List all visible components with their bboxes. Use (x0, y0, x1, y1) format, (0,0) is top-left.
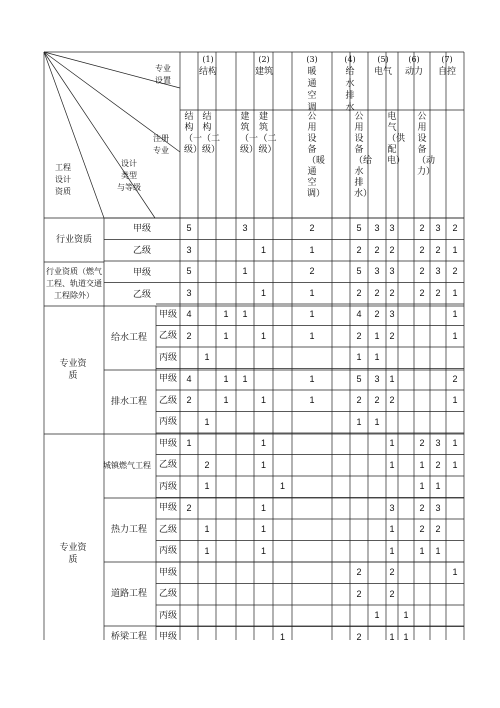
grade-label-4: 甲级 (158, 309, 177, 320)
subcol-header-6: 公用设备（暖通空调） (307, 112, 326, 199)
table-cell: 2 (435, 287, 441, 298)
subcol-header-1: 结构（二级） (202, 112, 221, 155)
group-name: 结构 (198, 67, 217, 77)
table-cell: 1 (260, 502, 266, 513)
label-zhuanye-zizhi-2: 专业资质 (59, 543, 87, 565)
group-number: (6) (408, 55, 420, 64)
table-cell: 2 (356, 395, 362, 405)
label-hangye-zizhi-2: 行业资质（燃气工程、轨道交通工程除外） (46, 267, 102, 300)
table-cell: 2 (389, 588, 395, 599)
table-cell: 1 (389, 631, 395, 642)
grade-hangye-jia-1: 甲级 (132, 224, 151, 234)
table-cell: 2 (309, 266, 315, 276)
table-cell: 1 (389, 524, 395, 534)
group-header-1 (180, 54, 236, 108)
grade-label-15: 丙级 (158, 546, 177, 556)
grade-label-6: 丙级 (158, 352, 177, 363)
grade-hangye-yi-1: 乙级 (132, 246, 151, 256)
table-cell: 1 (435, 481, 441, 491)
grade-label-14: 乙级 (158, 524, 177, 535)
group-name: 动力 (404, 67, 423, 77)
group-header-5 (368, 54, 398, 108)
group-number: (4) (344, 55, 356, 64)
header-zhuce-zhuanye: 注册 专业 (153, 134, 169, 155)
table-cell: 5 (186, 223, 192, 233)
table-cell: 1 (452, 438, 458, 448)
table-cell: 2 (309, 223, 315, 233)
subcol-header-12: 公用设备（动力） (417, 112, 436, 177)
table-cell: 1 (389, 545, 395, 556)
grade-label-19: 甲级 (158, 632, 177, 642)
table-cell: 1 (419, 545, 425, 556)
grade-label-13: 甲级 (158, 503, 177, 513)
table-cell: 2 (435, 244, 441, 255)
label-reli: 热力工程 (110, 525, 147, 535)
subcol-header-3: 建筑（一级） (240, 112, 259, 155)
label-pai-shui: 排水工程 (110, 397, 147, 407)
group-number: (2) (258, 55, 270, 64)
table-cell: 2 (356, 287, 362, 298)
table-cell: 2 (374, 287, 380, 298)
table-cell: 2 (186, 502, 192, 513)
group-number: (5) (377, 55, 389, 64)
group-header-2 (236, 54, 292, 108)
group-name: 建筑 (254, 67, 273, 77)
table-cell: 1 (309, 287, 315, 298)
group-number: (1) (202, 55, 214, 64)
label-hangye-zizhi: 行业资质 (55, 235, 92, 245)
table-cell: 1 (223, 330, 229, 341)
table-cell: 1 (260, 395, 266, 405)
table-cell: 1 (204, 481, 210, 491)
table-cell: 3 (435, 438, 441, 448)
table-cell: 2 (419, 223, 425, 233)
table-cell: 2 (374, 309, 380, 319)
table-cell: 1 (309, 330, 315, 341)
group-number: (3) (306, 55, 318, 64)
grade-label-16: 甲级 (158, 567, 177, 578)
table-cell: 2 (389, 567, 395, 577)
table-cell: 1 (389, 459, 395, 470)
grade-label-7: 甲级 (158, 374, 177, 384)
table-cell: 1 (374, 330, 380, 341)
table-cell: 2 (186, 330, 192, 341)
table-cell: 3 (389, 266, 395, 276)
table-cell: 2 (389, 395, 395, 405)
grade-hangye-jia-2: 甲级 (132, 268, 151, 278)
table-cell: 1 (260, 287, 266, 298)
group-name: 自控 (437, 67, 456, 77)
table-cell: 2 (452, 373, 458, 384)
group-number: (7) (441, 55, 453, 64)
table-cell: 1 (223, 373, 229, 384)
table-cell: 1 (452, 309, 458, 319)
table-cell: 2 (435, 459, 441, 470)
table-cell: 1 (452, 330, 458, 341)
grade-label-5: 乙级 (158, 331, 177, 341)
table-cell: 2 (435, 524, 441, 534)
table-cell: 1 (403, 610, 409, 620)
grade-label-12: 丙级 (158, 481, 177, 492)
group-header-3 (292, 54, 332, 113)
group-name: 给水排水 (345, 67, 355, 113)
table-cell: 2 (374, 244, 380, 255)
group-header-6 (398, 54, 430, 108)
table-cell: 1 (309, 373, 315, 384)
table-cell: 2 (452, 266, 458, 276)
table-cell: 2 (419, 266, 425, 276)
table-cell: 1 (452, 459, 458, 470)
table-cell: 1 (279, 631, 285, 642)
table-cell: 2 (419, 438, 425, 448)
table-cell: 3 (374, 223, 380, 233)
table-cell: 1 (260, 545, 266, 556)
table-cell: 1 (389, 373, 395, 384)
table-cell: 1 (223, 395, 229, 405)
table-cell: 1 (374, 416, 380, 427)
table-cell: 3 (242, 223, 248, 233)
table-cell: 2 (204, 459, 210, 470)
label-ranqi: 城镇燃气工程 (103, 461, 151, 470)
table-cell: 2 (419, 244, 425, 255)
table-cell: 3 (435, 502, 441, 513)
table-cell: 2 (356, 631, 362, 642)
grade-label-18: 丙级 (158, 610, 177, 621)
table-cell: 4 (186, 309, 192, 319)
subcol-header-8: 公用设备（给水排水） (354, 112, 373, 199)
grade-label-10: 甲级 (158, 438, 177, 449)
header-sheji-leixing: 设计 类型 与等级 (117, 159, 141, 192)
table-cell: 1 (260, 244, 266, 255)
table-cell: 1 (309, 244, 315, 255)
table-cell: 3 (389, 223, 395, 233)
table-cell: 1 (204, 524, 210, 534)
table-cell: 1 (389, 438, 395, 448)
table-cell: 5 (356, 266, 362, 276)
subcol-header-0: 结构（一级） (184, 112, 203, 155)
table-cell: 1 (204, 352, 210, 362)
label-qiaoliang: 桥梁工程 (110, 632, 147, 642)
table-cell: 1 (260, 330, 266, 341)
table-cell: 3 (389, 309, 395, 319)
table-cell: 1 (186, 438, 192, 448)
table-cell: 1 (374, 352, 380, 362)
table-cell: 1 (260, 524, 266, 534)
table-cell: 1 (204, 545, 210, 556)
table-cell: 2 (374, 395, 380, 405)
table-cell: 1 (452, 395, 458, 405)
table-cell: 2 (452, 223, 458, 233)
table-cell: 1 (403, 631, 409, 642)
group-name: 电气 (373, 67, 392, 77)
grade-label-9: 丙级 (158, 417, 177, 427)
table-cell: 1 (204, 416, 210, 427)
table-cell: 5 (186, 266, 192, 276)
table-cell: 5 (356, 223, 362, 233)
table-cell: 3 (389, 502, 395, 513)
table-cell: 3 (186, 287, 192, 298)
table-cell: 4 (186, 373, 192, 384)
subcol-header-4: 建筑（二级） (258, 112, 277, 155)
table-cell: 1 (242, 266, 248, 276)
table-cell: 1 (419, 459, 425, 470)
header-gongcheng-zizhi: 工程 设计 资质 (55, 163, 71, 196)
table-cell: 2 (389, 330, 395, 341)
table-cell: 1 (356, 416, 362, 427)
grade-label-11: 乙级 (158, 460, 177, 470)
table-cell: 1 (452, 244, 458, 255)
table-cell: 2 (389, 244, 395, 255)
table-cell: 2 (356, 330, 362, 341)
table-cell: 3 (186, 244, 192, 255)
table-cell: 2 (419, 502, 425, 513)
table-cell: 3 (435, 266, 441, 276)
table-cell: 1 (374, 610, 380, 620)
table-cell: 2 (356, 588, 362, 599)
table-cell: 2 (419, 524, 425, 534)
header-zhuanye-shezhi: 专业 设置 (155, 64, 171, 85)
table-cell: 1 (279, 481, 285, 491)
table-cell: 1 (419, 481, 425, 491)
grade-label-8: 乙级 (158, 395, 177, 406)
table-cell: 1 (260, 438, 266, 448)
table-cell: 1 (309, 395, 315, 405)
table-cell: 3 (374, 373, 380, 384)
grade-hangye-yi-2: 乙级 (132, 290, 151, 300)
table-cell: 2 (186, 395, 192, 405)
subcol-header-10: 电气（供配电） (387, 112, 406, 166)
table-cell: 2 (356, 567, 362, 577)
table-cell: 2 (356, 244, 362, 255)
table-cell: 1 (309, 309, 315, 319)
table-cell: 3 (374, 266, 380, 276)
table-cell: 1 (452, 287, 458, 298)
table-cell: 1 (223, 309, 229, 319)
label-daolu: 道路工程 (110, 589, 147, 599)
table-cell: 4 (356, 309, 362, 319)
table-cell: 1 (242, 309, 248, 319)
table-cell: 1 (452, 567, 458, 577)
grade-label-17: 乙级 (158, 589, 177, 599)
table-cell: 2 (389, 287, 395, 298)
table-cell: 3 (435, 223, 441, 233)
table-cell: 1 (260, 459, 266, 470)
group-header-4 (332, 54, 368, 113)
table-cell: 2 (419, 287, 425, 298)
table-cell: 1 (435, 545, 441, 556)
group-header-7 (430, 54, 464, 108)
table-cell: 1 (356, 352, 362, 362)
group-name: 暖通空调 (307, 67, 317, 113)
table-cell: 1 (242, 373, 248, 384)
table-cell: 5 (356, 373, 362, 384)
label-gei-shui: 给水工程 (110, 333, 147, 343)
label-zhuanye-zizhi-1: 专业资质 (59, 359, 87, 381)
